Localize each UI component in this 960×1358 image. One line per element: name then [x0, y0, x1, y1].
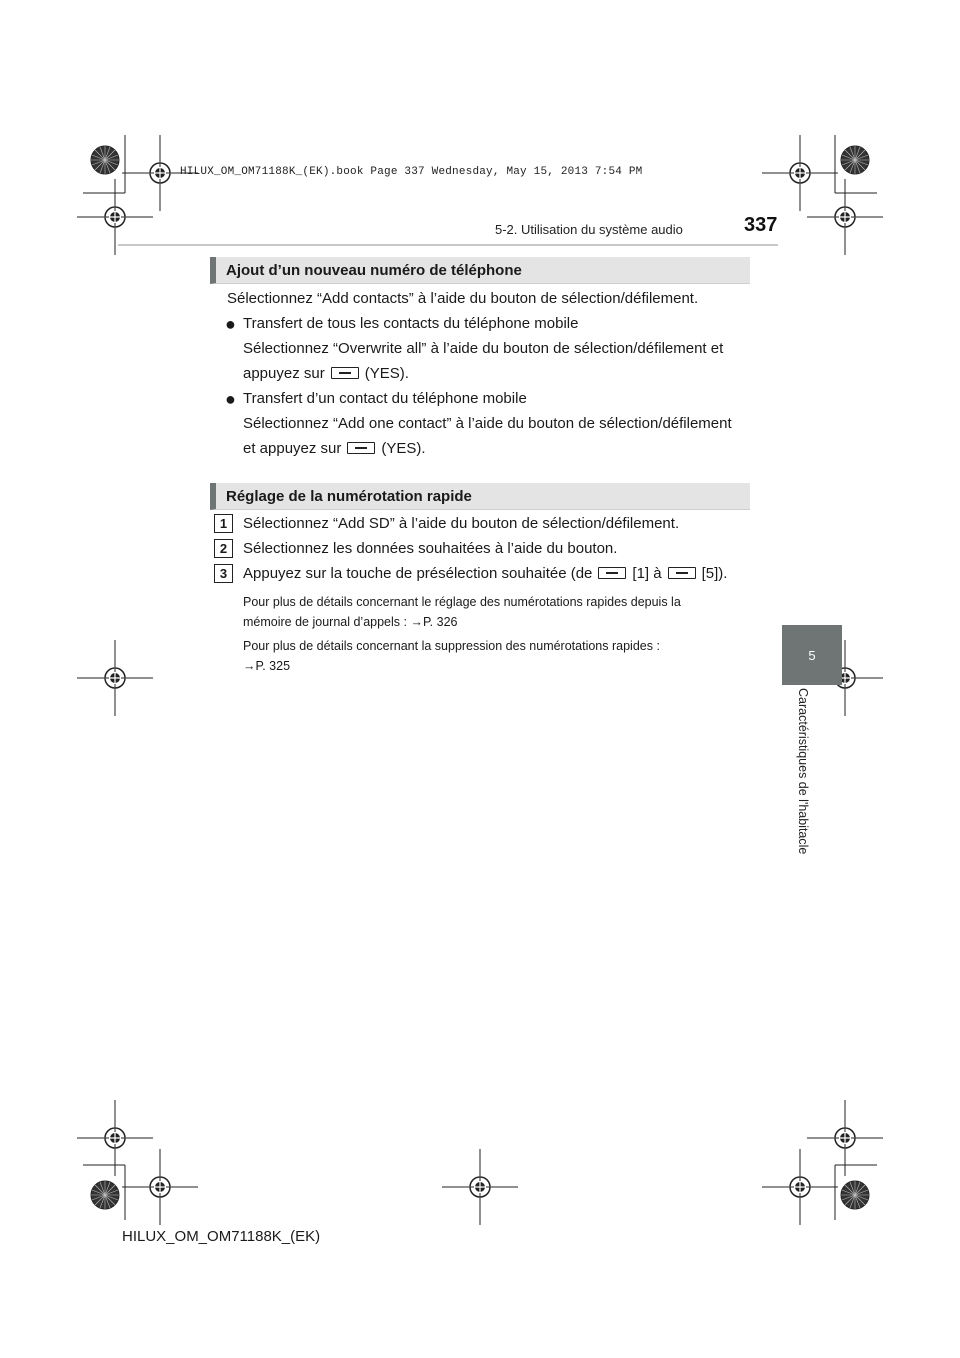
step1-text: Sélectionnez “Add SD” à l’aide du bouton de sélection/défilement.	[243, 515, 680, 532]
bullet2-line2	[243, 437, 426, 461]
step3-middle: [1] à	[632, 565, 662, 582]
step3-prefix: Appuyez sur la touche de présélection souhaitée (de	[243, 565, 593, 582]
section1-intro: Sélectionnez “Add contacts” à l’aide du bouton de sélection/défilement.	[227, 290, 699, 307]
bullet1-line2-suffix: (YES).	[364, 365, 409, 382]
step-number-3: 3	[214, 564, 233, 583]
step-number-1: 1	[214, 514, 233, 533]
note1-line2: mémoire de journal d’appels : →P. 326	[243, 615, 458, 629]
bullet1-line1: Sélectionnez “Overwrite all” à l’aide du bouton de sélection/défilement et	[243, 340, 724, 357]
print-info: HILUX_OM_OM71188K_(EK).book Page 337 Wednesday, May 15, 2013 7:54 PM	[180, 166, 643, 178]
bullet2-line1: Sélectionnez “Add one contact” à l’aide du bouton de sélection/défilement	[243, 415, 732, 432]
note2-line1: Pour plus de détails concernant la suppression des numérotations rapides :	[243, 639, 660, 653]
bullet2-line2-suffix: (YES).	[381, 440, 426, 457]
bullet-icon: ●	[225, 389, 236, 409]
section-heading-add-number: Ajout d’un nouveau numéro de téléphone	[210, 257, 750, 284]
step3-text	[243, 562, 727, 586]
bullet1-line2	[243, 362, 409, 386]
bullet2-line2-prefix: et appuyez sur	[243, 440, 342, 457]
phone-button-icon	[331, 367, 359, 379]
step3-suffix: [5]).	[701, 565, 728, 582]
section-heading-speed-dial: Réglage de la numérotation rapide	[210, 483, 750, 510]
footer-doc-code: HILUX_OM_OM71188K_(EK)	[122, 1228, 321, 1245]
bullet1-line2-prefix: appuyez sur	[243, 365, 325, 382]
preset-button-icon	[668, 567, 696, 579]
step-number-2: 2	[214, 539, 233, 558]
header-rule	[118, 244, 778, 246]
bullet2-heading: Transfert d’un contact du téléphone mobile	[243, 390, 527, 407]
chapter-tab	[782, 625, 842, 685]
preset-button-icon	[598, 567, 626, 579]
phone-button-icon	[347, 442, 375, 454]
note1-line1: Pour plus de détails concernant le réglage des numérotations rapides depuis la	[243, 595, 681, 609]
bullet1-heading: Transfert de tous les contacts du téléphone mobile	[243, 315, 579, 332]
step2-text: Sélectionnez les données souhaitées à l’aide du bouton.	[243, 540, 618, 557]
chapter-label: Caractéristiques de l'habitacle	[796, 688, 810, 855]
note2-line2: →P. 325	[243, 659, 291, 673]
page-number: 337	[744, 214, 778, 236]
chapter-number: 5	[808, 647, 816, 663]
bullet-icon: ●	[225, 314, 236, 334]
header-section-title: 5-2. Utilisation du système audio	[495, 222, 683, 237]
